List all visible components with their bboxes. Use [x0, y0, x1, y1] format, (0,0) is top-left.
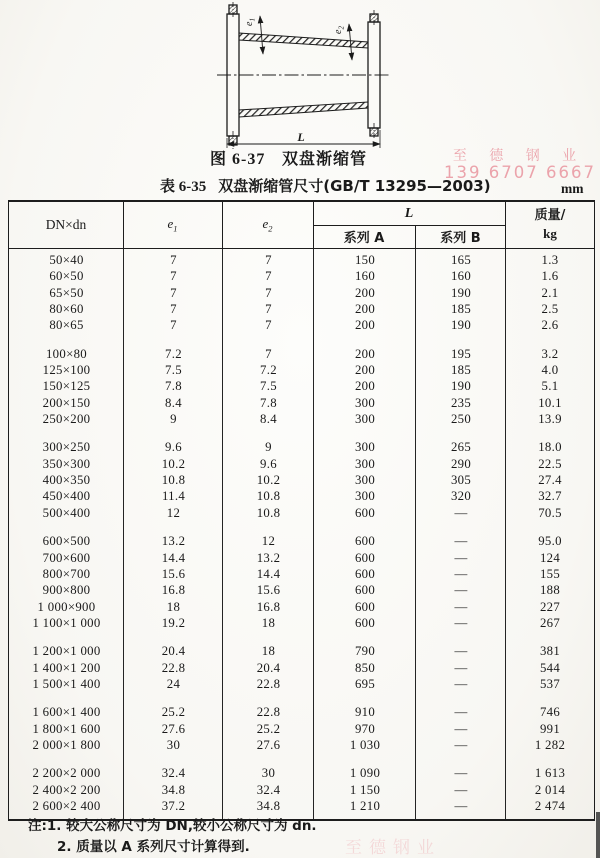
cell-e1: 18 [166, 599, 181, 614]
cell-series-a: 1 090 [349, 766, 381, 781]
cell-series-a: 200 [354, 363, 376, 378]
cell-mass: 10.1 [538, 395, 562, 410]
table-row [9, 317, 594, 333]
cell-series-b: — [454, 782, 468, 797]
header-l: L [404, 205, 414, 221]
cell-dn: 50×40 [49, 253, 84, 267]
cell-e2: 20.4 [256, 660, 281, 675]
cell-mass: 2 014 [534, 782, 566, 797]
cell-series-b: — [454, 566, 468, 581]
cell-series-b: — [454, 615, 468, 630]
cell-e1: 10.2 [161, 456, 186, 471]
l-dim-label: L [297, 130, 305, 144]
cell-e1: 7.2 [165, 346, 182, 361]
table-row [9, 362, 594, 378]
cell-mass: 124 [539, 550, 561, 565]
cell-series-b: — [454, 583, 468, 598]
header-mass: 质量/ kg [534, 207, 566, 241]
cell-e2: 10.8 [256, 505, 281, 520]
cell-dn: 2 400×2 200 [32, 782, 101, 797]
cell-e2: 7.5 [260, 379, 277, 394]
cell-dn: 1 600×1 400 [32, 705, 101, 720]
cell-series-b: — [454, 676, 468, 691]
cell-dn: 1 500×1 400 [32, 676, 101, 691]
cell-series-b: 190 [450, 318, 472, 333]
table-row [9, 472, 594, 488]
cell-series-b: 305 [450, 473, 472, 488]
cell-series-b: — [454, 599, 468, 614]
cell-series-a: 970 [354, 721, 376, 736]
cell-series-a: 300 [354, 489, 376, 504]
cell-dn: 2 200×2 000 [32, 766, 101, 781]
cell-e2: 10.8 [256, 489, 281, 504]
cell-mass: 22.5 [538, 456, 562, 471]
cell-series-a: 1 210 [349, 798, 381, 813]
column-divider [123, 249, 124, 819]
cell-series-a: 150 [354, 253, 376, 267]
cell-dn: 2 000×1 800 [32, 737, 101, 752]
table-row [9, 346, 594, 362]
cell-e2: 7 [265, 346, 272, 361]
cell-e1: 14.4 [161, 550, 186, 565]
cell-mass: 70.5 [538, 505, 562, 520]
cell-e1: 7.5 [165, 363, 182, 378]
table-title-text: 双盘渐缩管尺寸(GB/T 13295—2003) [218, 177, 491, 195]
cell-e2: 10.2 [256, 473, 281, 488]
cell-dn: 450×400 [42, 489, 91, 504]
cell-e2: 7.2 [260, 363, 277, 378]
cell-dn: 125×100 [42, 363, 91, 378]
table-row [9, 550, 594, 566]
cell-mass: 537 [539, 676, 561, 691]
e1-label: $e_1$ [244, 18, 257, 26]
cell-series-b: — [454, 766, 468, 781]
cell-e2: 12 [261, 534, 276, 549]
cell-e2: 22.8 [256, 676, 281, 691]
cell-series-a: 600 [354, 550, 376, 565]
cell-e1: 37.2 [161, 798, 186, 813]
cell-series-a: 200 [354, 302, 376, 317]
cell-e1: 19.2 [161, 615, 186, 630]
cell-e2: 18 [261, 615, 276, 630]
cell-e1: 24 [166, 676, 181, 691]
reducer-drawing-svg [181, 2, 396, 150]
cell-e1: 15.6 [161, 566, 186, 581]
cell-series-a: 600 [354, 505, 376, 520]
cell-e2: 27.6 [256, 737, 281, 752]
cell-mass: 18.0 [538, 440, 562, 455]
cell-series-b: — [454, 644, 468, 659]
cell-e2: 7 [265, 253, 272, 267]
table-row [9, 782, 594, 798]
column-divider [505, 249, 506, 819]
note-2: 2. 质量以 A 系列尺寸计算得到. [57, 839, 250, 855]
cell-mass: 1 613 [534, 766, 566, 781]
cell-series-b: — [454, 737, 468, 752]
cell-e2: 16.8 [256, 599, 281, 614]
table-row [9, 798, 594, 814]
cell-series-a: 200 [354, 318, 376, 333]
cell-series-a: 600 [354, 599, 376, 614]
header-e1: $e_1$ [167, 216, 178, 234]
cell-dn: 80×65 [49, 318, 84, 333]
cell-e1: 7 [170, 253, 177, 267]
cell-series-a: 600 [354, 615, 376, 630]
cell-mass: 95.0 [538, 534, 562, 549]
cell-series-b: 190 [450, 285, 472, 300]
column-divider [313, 249, 314, 819]
table-body [9, 249, 594, 819]
cell-e2: 25.2 [256, 721, 281, 736]
table-row [9, 582, 594, 598]
cell-dn: 100×80 [45, 346, 87, 361]
cell-series-b: 290 [450, 456, 472, 471]
cell-e2: 32.4 [256, 782, 281, 797]
table-title [160, 175, 491, 196]
cell-e1: 13.2 [161, 534, 186, 549]
cell-e1: 25.2 [161, 705, 186, 720]
cell-series-a: 200 [354, 285, 376, 300]
cell-e2: 18 [261, 644, 276, 659]
cell-e1: 7 [170, 269, 177, 284]
cell-series-b: 160 [450, 269, 472, 284]
cell-mass: 32.7 [538, 489, 562, 504]
header-dn: DN×dn [45, 217, 87, 232]
table-row [9, 505, 594, 521]
table-row [9, 488, 594, 504]
cell-series-b: — [454, 721, 468, 736]
cell-e2: 22.8 [256, 705, 281, 720]
cell-e1: 9.6 [165, 440, 182, 455]
cell-e2: 7 [265, 269, 272, 284]
cell-series-b: — [454, 505, 468, 520]
cell-mass: 188 [539, 583, 561, 598]
cell-e2: 14.4 [256, 566, 281, 581]
cell-e2: 7.8 [260, 395, 277, 410]
cell-series-b: 250 [450, 412, 472, 427]
cell-series-b: 235 [450, 395, 472, 410]
table-row [9, 615, 594, 631]
cell-series-a: 200 [354, 346, 376, 361]
table-number: 表 6-35 [160, 179, 207, 195]
cell-e1: 32.4 [161, 766, 186, 781]
cell-e1: 30 [166, 737, 181, 752]
cell-mass: 5.1 [541, 379, 559, 394]
cell-mass: 2 474 [534, 798, 566, 813]
table-row [9, 378, 594, 394]
table-row [9, 599, 594, 615]
cell-dn: 1 200×1 000 [32, 644, 101, 659]
cell-e1: 7 [170, 285, 177, 300]
cell-mass: 4.0 [541, 363, 559, 378]
header-series-a: 系列 A [343, 231, 385, 246]
table-notes [28, 816, 317, 858]
cell-dn: 900×800 [42, 583, 91, 598]
cell-series-b: 185 [450, 363, 472, 378]
table-row [9, 566, 594, 582]
cell-dn: 1 800×1 600 [32, 721, 101, 736]
cell-e1: 12 [166, 505, 181, 520]
table-row [9, 737, 594, 753]
cell-series-b: — [454, 798, 468, 813]
cell-e2: 7 [265, 302, 272, 317]
cell-dn: 200×150 [42, 395, 91, 410]
cell-mass: 1.3 [541, 253, 559, 267]
cell-mass: 2.1 [541, 285, 559, 300]
cell-e2: 9 [265, 440, 272, 455]
cell-dn: 65×50 [49, 285, 84, 300]
cell-mass: 544 [539, 660, 561, 675]
cell-e1: 7.8 [165, 379, 182, 394]
cell-series-a: 790 [354, 644, 376, 659]
table-row [9, 456, 594, 472]
cell-dn: 300×250 [42, 440, 91, 455]
header-series-b: 系列 B [440, 231, 481, 246]
cell-series-b: — [454, 660, 468, 675]
watermark-name: 至 德 钢 业 [452, 148, 586, 164]
table-row [9, 721, 594, 737]
cell-dn: 500×400 [42, 505, 91, 520]
cell-e1: 34.8 [161, 782, 186, 797]
bottom-watermark: 至德钢业 [345, 838, 441, 858]
cell-series-a: 600 [354, 534, 376, 549]
table-row [9, 660, 594, 676]
pipe-wall-bottom [239, 102, 368, 117]
cell-mass: 27.4 [538, 473, 562, 488]
cell-series-b: — [454, 550, 468, 565]
dimension-table [8, 200, 595, 821]
table-header [9, 202, 594, 249]
pipe-wall-top [239, 33, 368, 48]
cell-series-a: 200 [354, 379, 376, 394]
cell-mass: 155 [539, 566, 561, 581]
cell-mass: 381 [539, 644, 561, 659]
cell-series-b: 320 [450, 489, 472, 504]
cell-e1: 20.4 [161, 644, 186, 659]
cell-e2: 34.8 [256, 798, 281, 813]
cell-series-a: 300 [354, 395, 376, 410]
cell-mass: 1 282 [534, 737, 566, 752]
cell-series-a: 1 150 [349, 782, 381, 797]
cell-mass: 13.9 [538, 412, 562, 427]
cell-mass: 3.2 [541, 346, 559, 361]
cell-dn: 150×125 [42, 379, 91, 394]
cell-dn: 80×60 [49, 302, 84, 317]
cell-mass: 991 [539, 721, 561, 736]
cell-series-a: 910 [354, 705, 376, 720]
cell-mass: 227 [539, 599, 561, 614]
cell-e1: 16.8 [161, 583, 186, 598]
cell-series-b: — [454, 534, 468, 549]
header-e2: $e_2$ [262, 216, 273, 234]
table-row [9, 439, 594, 455]
cell-series-b: 190 [450, 379, 472, 394]
cell-dn: 2 600×2 400 [32, 798, 101, 813]
cell-e1: 10.8 [161, 473, 186, 488]
cell-dn: 700×600 [42, 550, 91, 565]
table-title-row [0, 173, 600, 197]
cell-e2: 8.4 [260, 412, 277, 427]
table-row [9, 765, 594, 781]
cell-e1: 9 [170, 412, 177, 427]
cell-series-a: 850 [354, 660, 376, 675]
cell-dn: 60×50 [49, 269, 84, 284]
cell-dn: 1 000×900 [37, 599, 96, 614]
cell-dn: 1 100×1 000 [32, 615, 101, 630]
cell-series-a: 300 [354, 473, 376, 488]
cell-dn: 400×350 [42, 473, 91, 488]
cell-mass: 746 [539, 705, 561, 720]
cell-series-b: 185 [450, 302, 472, 317]
note-1: 注:1. 较大公称尺寸为 DN,较小公称尺寸为 dn. [28, 818, 317, 834]
cell-series-a: 1 030 [349, 737, 381, 752]
table-row [9, 704, 594, 720]
cell-e1: 27.6 [161, 721, 186, 736]
cell-series-a: 300 [354, 412, 376, 427]
table-row [9, 285, 594, 301]
table-row [9, 411, 594, 427]
watermark-phone: 139 6707 6667 [444, 163, 596, 183]
cell-e2: 7 [265, 285, 272, 300]
cell-mass: 1.6 [541, 269, 559, 284]
cell-series-b: — [454, 705, 468, 720]
unit-label: mm [561, 181, 584, 196]
figure-caption [181, 146, 396, 169]
cell-series-a: 600 [354, 583, 376, 598]
cell-dn: 800×700 [42, 566, 91, 581]
table-row [9, 643, 594, 659]
table-row [9, 533, 594, 549]
cell-series-b: 265 [450, 440, 472, 455]
cell-e2: 15.6 [256, 583, 281, 598]
cell-series-b: 165 [450, 253, 472, 267]
cell-series-a: 300 [354, 456, 376, 471]
figure-number: 图 6-37 [210, 151, 266, 168]
table-row [9, 395, 594, 411]
table-row [9, 301, 594, 317]
figure-caption-text: 双盘渐缩管 [281, 149, 367, 168]
cell-e1: 7 [170, 318, 177, 333]
cell-e2: 13.2 [256, 550, 281, 565]
cell-mass: 267 [539, 615, 561, 630]
reducer-drawing [181, 2, 396, 150]
cell-series-a: 695 [354, 676, 376, 691]
cell-mass: 2.5 [541, 302, 559, 317]
column-divider [222, 249, 223, 819]
cell-mass: 2.6 [541, 318, 559, 333]
cell-series-a: 300 [354, 440, 376, 455]
cell-e2: 7 [265, 318, 272, 333]
column-divider [415, 249, 416, 819]
cell-dn: 350×300 [42, 456, 91, 471]
cell-series-a: 160 [354, 269, 376, 284]
cell-e1: 8.4 [165, 395, 182, 410]
scan-edge-artifact [596, 812, 600, 858]
cell-e2: 9.6 [260, 456, 277, 471]
cell-e1: 11.4 [161, 489, 186, 504]
cell-dn: 250×200 [42, 412, 91, 427]
table-row [9, 252, 594, 268]
cell-series-b: 195 [450, 346, 472, 361]
table-row [9, 676, 594, 692]
cell-e1: 7 [170, 302, 177, 317]
cell-e2: 30 [261, 766, 276, 781]
cell-series-a: 600 [354, 566, 376, 581]
cell-dn: 600×500 [42, 534, 91, 549]
e2-label: $e_2$ [333, 26, 346, 34]
cell-dn: 1 400×1 200 [32, 660, 101, 675]
table-row [9, 268, 594, 284]
cell-e1: 22.8 [161, 660, 186, 675]
